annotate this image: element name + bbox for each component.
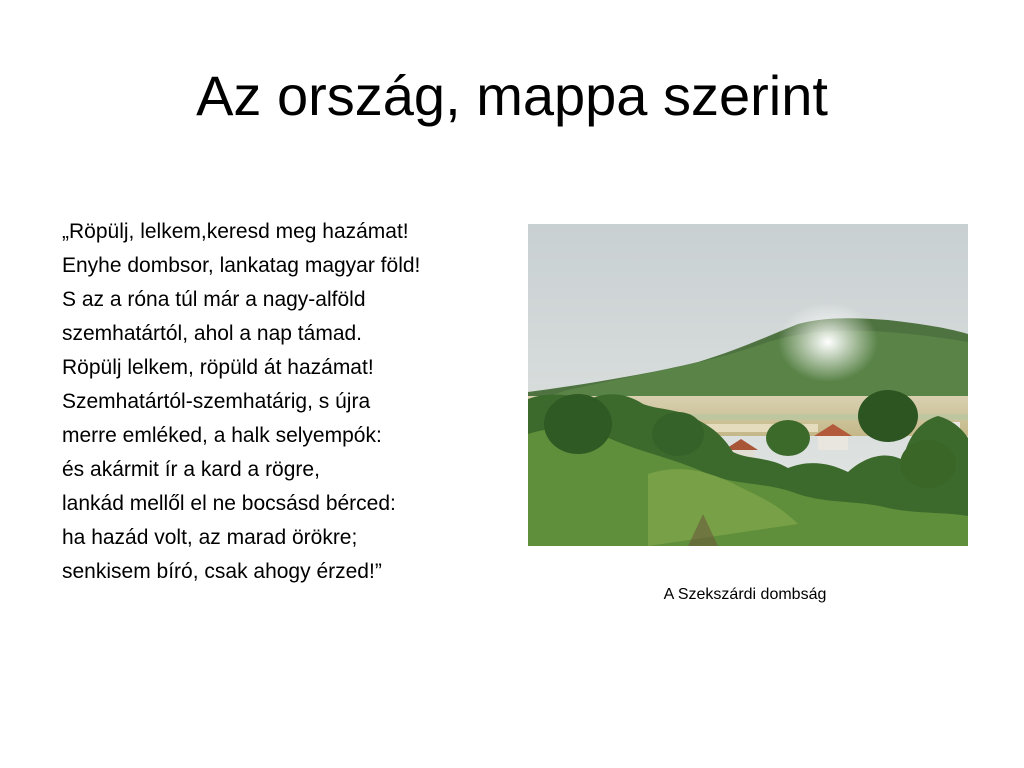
poem-line: szemhatártól, ahol a nap támad.: [62, 322, 363, 345]
slide-title: Az ország, mappa szerint: [196, 64, 828, 127]
poem-line: ha hazád volt, az marad örökre;: [62, 526, 358, 549]
poem-line: Enyhe dombsor, lankatag magyar föld!: [62, 254, 421, 277]
poem-line: „Röpülj, lelkem,keresd meg hazámat!: [62, 220, 409, 243]
poem-line: senkisem bíró, csak ahogy érzed!”: [62, 560, 382, 583]
poem-line: Röpülj lelkem, röpüld át hazámat!: [62, 356, 374, 379]
poem-text: [62, 215, 522, 589]
poem-line: Szemhatártól-szemhatárig, s újra: [62, 390, 371, 413]
landscape-photo: [528, 224, 968, 546]
poem-line: és akármit ír a kard a rögre,: [62, 458, 320, 481]
poem-line: S az a róna túl már a nagy-alföld: [62, 288, 366, 311]
poem-line: lankád mellől el ne bocsásd bérced:: [62, 492, 396, 515]
poem-line: merre emléked, a halk selyempók:: [62, 424, 382, 447]
photo-caption: A Szekszárdi dombság: [663, 586, 827, 603]
